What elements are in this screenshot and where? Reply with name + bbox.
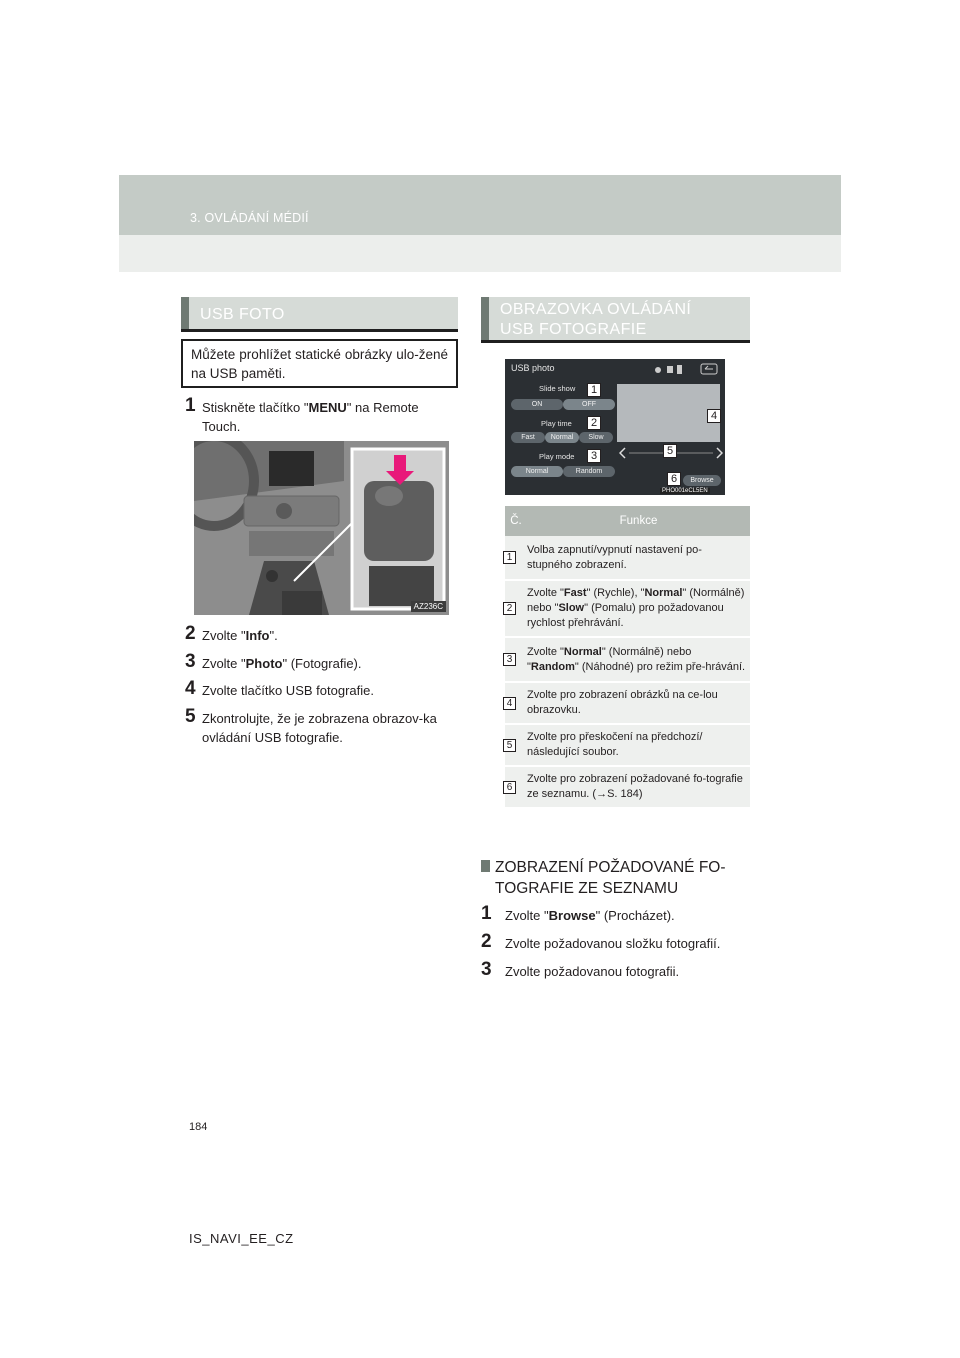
- row-description-cell: Zvolte pro přeskočení na předchozí/ následující soubor.: [527, 724, 750, 766]
- photo-preview: [617, 384, 720, 442]
- step-text: Zvolte "Browse" (Procházet).: [505, 908, 675, 923]
- intro-box: Můžete prohlížet statické obrázky ulo-žené na USB paměti.: [181, 339, 458, 388]
- car-interior-figure: [194, 441, 449, 615]
- on-button: ON: [511, 399, 563, 410]
- random-button: Random: [563, 466, 615, 477]
- status-icons: [653, 363, 718, 375]
- usb-photo-screen-figure: [505, 359, 725, 495]
- fast-button: Fast: [511, 432, 545, 443]
- table-row: [505, 766, 750, 808]
- subsection-text: ZOBRAZENÍ POŽADOVANÉ FO-TOGRAFIE ZE SEZNAMU: [495, 859, 726, 897]
- row-number-box: 4: [503, 697, 516, 710]
- step-text: Stiskněte tlačítko "MENU" na Remote Touch.: [202, 400, 419, 434]
- step-number: 1: [481, 903, 492, 924]
- step-number: 2: [185, 623, 196, 644]
- play-time-label: Play time: [541, 419, 572, 428]
- table-row: [505, 536, 750, 580]
- callout-6: 6: [667, 472, 681, 486]
- row-number-box: 3: [503, 653, 516, 666]
- step-number: 2: [481, 931, 492, 952]
- row-description-cell: Volba zapnutí/vypnutí nastavení po-stupného zobrazení.: [527, 536, 750, 580]
- screen-figure-code: PHO001eCL5EN: [662, 488, 708, 494]
- step-text: Zvolte požadovanou fotografii.: [505, 964, 680, 979]
- screen-title: USB photo: [511, 363, 555, 373]
- step-number: 3: [185, 651, 196, 672]
- slide-show-label: Slide show: [539, 384, 576, 393]
- table-row: [505, 724, 750, 766]
- row-number-cell: [505, 536, 527, 580]
- section-title-accent: [181, 297, 189, 329]
- normal-mode-button: Normal: [511, 466, 563, 477]
- document-code: IS_NAVI_EE_CZ: [189, 1231, 294, 1246]
- step-text: Zvolte "Photo" (Fotografie).: [202, 656, 362, 671]
- row-description-cell: Zvolte pro zobrazení obrázků na ce-lou obrazovku.: [527, 682, 750, 724]
- row-number-box: 6: [503, 781, 516, 794]
- section-title-text: USB FOTO: [200, 306, 285, 323]
- chapter-title: 3. OVLÁDÁNÍ MÉDIÍ: [190, 211, 309, 225]
- browse-button: Browse: [683, 475, 721, 486]
- step-text: Zvolte "Info".: [202, 628, 278, 643]
- callout-5: 5: [663, 444, 677, 458]
- step-text: Zvolte požadovanou složku fotografií.: [505, 936, 721, 951]
- slow-button: Slow: [579, 432, 613, 443]
- row-description-cell: Zvolte "Fast" (Rychle), "Normal" (Normálně) nebo "Slow" (Pomalu) pro požadovanou rychlost přehrávání.: [527, 580, 750, 637]
- play-mode-label: Play mode: [539, 452, 575, 461]
- callout-3: 3: [587, 449, 601, 463]
- figure-code: AZ236C: [411, 601, 446, 612]
- subsection-marker: [481, 860, 490, 872]
- row-description-cell: Zvolte pro zobrazení požadované fo-tografie ze seznamu. (→S. 184): [527, 766, 750, 808]
- table-header-row: [505, 506, 750, 536]
- callout-2: 2: [587, 416, 601, 430]
- row-number-box: 5: [503, 739, 516, 752]
- section-title-text: OBRAZOVKA OVLÁDÁNÍ USB FOTOGRAFIE: [500, 301, 692, 338]
- step-text: Zkontrolujte, že je zobrazena obrazov-ka ovládání USB fotografie.: [202, 711, 437, 745]
- car-interior-illustration: [194, 441, 449, 615]
- section-title-usb-foto: [181, 297, 458, 332]
- page-number: 184: [189, 1121, 208, 1133]
- row-number-cell: [505, 724, 527, 766]
- normal-button: Normal: [545, 432, 579, 443]
- table-row: [505, 580, 750, 637]
- step-number: 1: [185, 395, 196, 416]
- col-number-header: Č.: [505, 506, 527, 536]
- col-function-header: Funkce: [527, 506, 750, 536]
- table-row: [505, 682, 750, 724]
- row-number-cell: [505, 766, 527, 808]
- function-table: [505, 506, 750, 809]
- row-description-cell: Zvolte "Normal" (Normálně) nebo "Random" (Náhodné) pro režim pře-hrávání.: [527, 637, 750, 682]
- row-number-cell: [505, 580, 527, 637]
- step-number: 4: [185, 678, 196, 699]
- table-row: [505, 637, 750, 682]
- row-number-box: 2: [503, 602, 516, 615]
- chapter-header-bar: [119, 175, 841, 235]
- chapter-header: [119, 175, 841, 272]
- callout-4: 4: [707, 409, 721, 423]
- section-title-accent: [481, 297, 489, 340]
- section-title-usb-screen: [481, 297, 750, 343]
- row-number-cell: [505, 682, 527, 724]
- row-number-cell: [505, 637, 527, 682]
- step-number: 3: [481, 959, 492, 980]
- off-button: OFF: [563, 399, 615, 410]
- row-number-box: 1: [503, 551, 516, 564]
- callout-1: 1: [587, 383, 601, 397]
- step-text: Zvolte tlačítko USB fotografie.: [202, 683, 374, 698]
- step-number: 5: [185, 706, 196, 727]
